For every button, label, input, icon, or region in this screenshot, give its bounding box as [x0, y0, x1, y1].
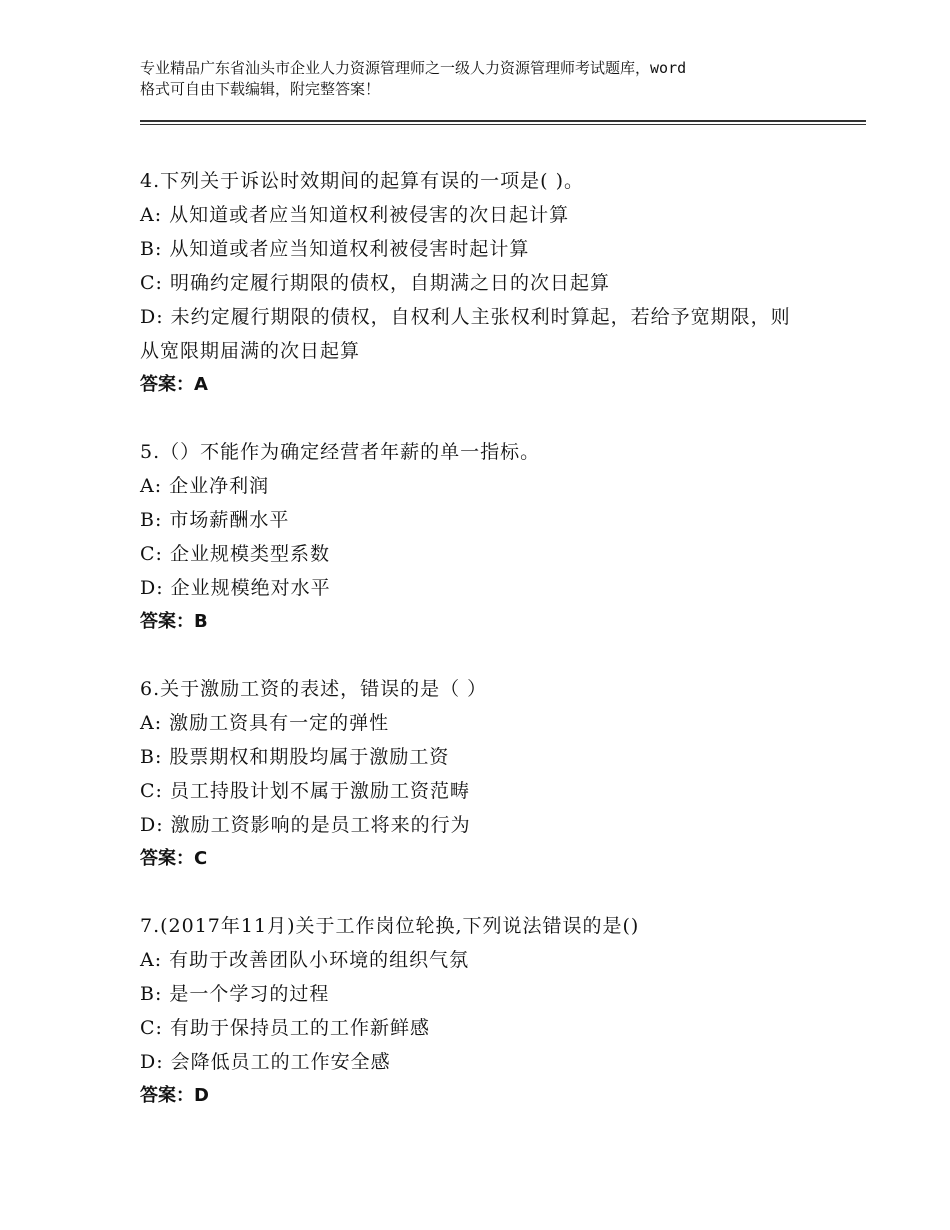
answer-label: 答案：D [140, 1085, 209, 1106]
option-d: D: 会降低员工的工作安全感 [140, 1051, 391, 1073]
option-c: C: 有助于保持员工的工作新鲜感 [140, 1017, 430, 1039]
question-item [140, 435, 800, 639]
option-d: D: 未约定履行期限的债权，自权利人主张权利时算起，若给予宽期限，则从宽限期届满的次日起算 [140, 306, 791, 362]
header-title-line-2: 格式可自由下载编辑，附完整答案！ [140, 80, 381, 98]
option-c: C: 员工持股计划不属于激励工资范畴 [140, 780, 470, 802]
answer-label: 答案：A [140, 374, 208, 395]
header-title-line-1: 专业精品广东省汕头市企业人力资源管理师之一级人力资源管理师考试题库，word [140, 59, 687, 77]
answer-label: 答案：B [140, 611, 208, 632]
document-header [140, 58, 830, 100]
question-stem: 6.关于激励工资的表述，错误的是（ ） [140, 678, 488, 700]
question-item [140, 672, 800, 876]
header-divider-thin [140, 124, 866, 125]
option-a: A: 有助于改善团队小环境的组织气氛 [140, 949, 470, 971]
option-b: B: 股票期权和期股均属于激励工资 [140, 746, 450, 768]
option-b: B: 市场薪酬水平 [140, 509, 290, 531]
option-a: A: 从知道或者应当知道权利被侵害的次日起计算 [140, 204, 570, 226]
option-c: C: 明确约定履行期限的债权，自期满之日的次日起算 [140, 272, 610, 294]
header-divider-thick [140, 120, 866, 122]
question-item [140, 909, 800, 1113]
option-a: A: 企业净利润 [140, 475, 270, 497]
question-stem: 5.（）不能作为确定经营者年薪的单一指标。 [140, 441, 541, 463]
option-c: C: 企业规模类型系数 [140, 543, 330, 565]
option-b: B: 从知道或者应当知道权利被侵害时起计算 [140, 238, 530, 260]
option-d: D: 企业规模绝对水平 [140, 577, 331, 599]
question-list [140, 164, 800, 1146]
question-stem: 7.(2017年11月)关于工作岗位轮换,下列说法错误的是() [140, 915, 640, 937]
question-item [140, 164, 800, 402]
option-b: B: 是一个学习的过程 [140, 983, 330, 1005]
option-d: D: 激励工资影响的是员工将来的行为 [140, 814, 471, 836]
question-stem: 4.下列关于诉讼时效期间的起算有误的一项是( )。 [140, 170, 584, 192]
answer-label: 答案：C [140, 848, 208, 869]
option-a: A: 激励工资具有一定的弹性 [140, 712, 390, 734]
